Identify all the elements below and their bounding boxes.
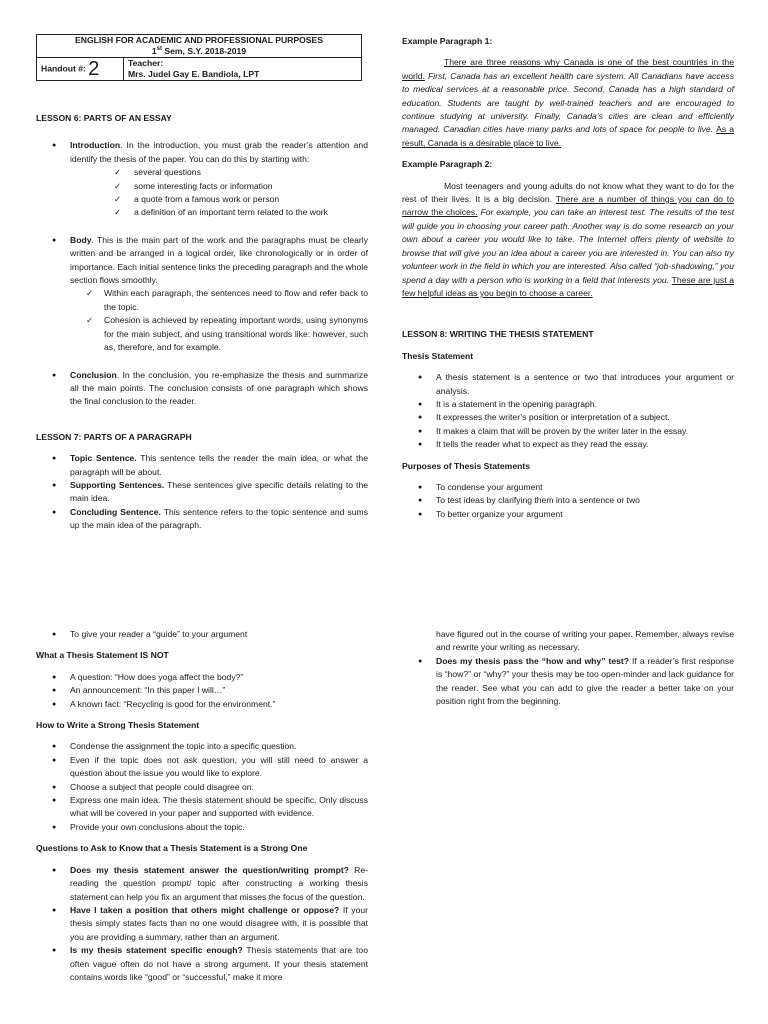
paragraph-parts-list <box>36 452 368 532</box>
list-item <box>36 904 368 944</box>
list-item <box>36 479 368 506</box>
list-item <box>36 944 368 984</box>
lesson7-heading: LESSON 7: PARTS OF A PARAGRAPH <box>36 431 192 442</box>
check-item: ✓ a quote from a famous work or person <box>36 193 368 206</box>
check-item: ✓ several questions <box>36 166 368 179</box>
list-item <box>402 655 734 709</box>
handout-number: 2 <box>88 58 100 80</box>
example1-paragraph <box>402 56 734 150</box>
example2-heading: Example Paragraph 2: <box>402 159 493 170</box>
intro-term: Introduction <box>70 140 121 151</box>
list-item: ● A thesis statement is a sentence or two that introduces your argument or analysis. <box>402 371 734 398</box>
handout-label: Handout #: <box>41 63 86 74</box>
list-item: ● Provide your own conclusions about the topic. <box>36 821 368 834</box>
list-item <box>36 369 368 409</box>
lesson6-heading: LESSON 6: PARTS OF AN ESSAY <box>36 113 172 123</box>
example1-heading: Example Paragraph 1: <box>402 36 493 46</box>
question-text: If a reader’s first response is “how?” or “why?” your thesis may be too open-minder and lack guidance for the reader. See what you can add to give the reader a better take on your position right from the beginning. <box>436 655 734 707</box>
page1-right-column <box>402 35 734 521</box>
example1-conclusion: As a result, Canada is a desirable place to live. <box>402 124 735 148</box>
list-item <box>36 234 368 288</box>
teacher-cell <box>124 58 362 81</box>
example1-topic: There are three reasons why Canada is one of the best countries in the world. <box>402 57 734 81</box>
question-term: Does my thesis pass the “how and why” test? <box>436 655 630 666</box>
how-heading: How to Write a Strong Thesis Statement <box>36 720 200 731</box>
list-item: ● To test ideas by clarifying them into a sentence or two <box>402 494 734 507</box>
example2-body: For example, you can take an interest test. The results of the test will guide you in choosing your career path. Another way is do some research on your own about a career you would like to take. The Internet offers plenty of website to browse that will give you an idea about a career you are interested in. You can also try volunteer work in the field in which you are interested. Also called “job-shadowing,” you spend a day with a person who is working in a field that interests you. <box>402 207 735 285</box>
list-item: ● To give your reader a “guide” to your argument <box>36 628 368 641</box>
check-item: ✓ some interesting facts or information <box>36 180 368 193</box>
teacher-name: Mrs. Judel Gay E. Bandiola, LPT <box>128 69 260 79</box>
how-list <box>36 740 368 834</box>
list-item: ● Even if the topic does not ask question, you will still need to answer a question about the issue you would like to explore. <box>36 754 368 781</box>
intro-text: . In the introduction, you must grab the reader’s attention and identify the thesis of the paper. You can do this by starting with: <box>70 140 368 164</box>
not-heading: What a Thesis Statement IS NOT <box>36 650 169 661</box>
questions-list <box>36 864 368 985</box>
example1-body: First, Canada has an excellent health care system. All Canadians have access to medical services at a reasonable price. Second, Canada has a high standard of education. Students are taught by well-trained teachers and are encouraged to continue studying at university. Finally, Canada’s cities are clean and efficiently managed. Canadian cities have many parks and lots of space for people to live. <box>402 70 734 135</box>
item-text: These sentences give specific details relating to the main idea. <box>70 479 368 504</box>
semester-line <box>41 46 357 57</box>
thesis-list <box>402 371 734 451</box>
item-text: This sentence refers to the topic sentence and sums up the main idea of the paragraph. <box>70 506 368 531</box>
lesson8-heading: LESSON 8: WRITING THE THESIS STATEMENT <box>402 329 594 340</box>
questions-list-continued <box>402 655 734 709</box>
purposes-list-continued <box>36 628 368 641</box>
question-term: Is my thesis statement specific enough? <box>70 945 243 956</box>
item-term: Concluding Sentence. <box>70 506 161 517</box>
check-item: ✓ Within each paragraph, the sentences need to flow and refer back to the topic. <box>36 287 368 314</box>
question-text: If your thesis simply states facts than no one would disagree with, it is possible that you are providing a summary, rather than an argument. <box>70 904 368 942</box>
sem-year: Sem, S.Y. 2018-2019 <box>162 46 247 56</box>
list-item <box>36 864 368 904</box>
list-item: ● It is a statement in the opening paragraph. <box>402 398 734 411</box>
list-item: ● An announcement: “In this paper I will…” <box>36 684 368 697</box>
sem-suffix: st <box>156 46 163 53</box>
question-term: Does my thesis statement answer the question/writing prompt? <box>70 864 349 875</box>
list-item <box>36 452 368 479</box>
example2-conclusion: These are just a few helpful ideas as you begin to choose a career. <box>402 274 734 298</box>
intro-checklist <box>36 166 368 220</box>
not-list <box>36 671 368 711</box>
item-text: This sentence tells the reader the main idea, or what the paragraph will be about. <box>70 453 368 477</box>
question-continued-text: have figured out in the course of writing your paper. Remember, always revise and rewrite your writing as necessary. <box>436 629 734 653</box>
question-term: Have I taken a position that others might challenge or oppose? <box>70 904 340 915</box>
list-item <box>36 506 368 533</box>
list-item: ● To condense your argument <box>402 481 734 494</box>
questions-heading: Questions to Ask to Know that a Thesis Statement is a Strong One <box>36 843 308 854</box>
page1-left-column <box>36 112 368 533</box>
page2-left-column <box>36 628 368 984</box>
purposes-list <box>402 481 734 521</box>
list-item: ● A question: “How does yoga affect the body?” <box>36 671 368 684</box>
check-item: ✓ a definition of an important term related to the work <box>36 206 368 219</box>
body-checklist <box>36 287 368 354</box>
question-text: Re-reading the question prompt/ topic after constructing a working thesis statement can help you fix an argument that misses the focus of the question. <box>70 864 368 902</box>
list-item: ● It makes a claim that will be proven by the writer later in the essay. <box>402 425 734 438</box>
list-item: ● Choose a subject that people could disagree on. <box>36 781 368 794</box>
page2-right-column <box>402 628 734 708</box>
essay-parts-list-3 <box>36 369 368 409</box>
item-term: Topic Sentence. <box>70 453 137 464</box>
teacher-label: Teacher: <box>128 58 164 68</box>
example2-paragraph <box>402 180 734 301</box>
handout-header <box>36 34 362 81</box>
thesis-subheading: Thesis Statement <box>402 350 474 361</box>
list-item: ● It expresses the writer’s position or interpretation of a subject. <box>402 411 734 424</box>
example2-lead: Most teenagers and young adults do not know what they want to do for the rest of their lives. It is a big decision. <box>402 180 734 205</box>
check-item: ✓ Cohesion is achieved by repeating important words, using synonyms for the main subject, and using transitional words like: however, such as, therefore, and for example. <box>36 314 368 354</box>
example2-topic: There are a number of things you can do to narrow the choices. <box>402 194 734 218</box>
course-title: ENGLISH FOR ACADEMIC AND PROFESSIONAL PURPOSES <box>75 35 323 45</box>
item-term: Supporting Sentences. <box>70 479 165 490</box>
purposes-subheading: Purposes of Thesis Statements <box>402 460 530 471</box>
list-item: ● To better organize your argument <box>402 508 734 521</box>
list-item: ● Condense the assignment the topic into a specific question. <box>36 740 368 753</box>
handout-cell <box>37 58 124 81</box>
body-term: Body <box>70 234 92 245</box>
list-item <box>36 139 368 166</box>
list-item: ● A known fact: “Recycling is good for the environment.” <box>36 698 368 711</box>
list-item: ● It tells the reader what to expect as they read the essay. <box>402 438 734 451</box>
sem-number: 1 <box>151 46 157 56</box>
essay-parts-list <box>36 139 368 166</box>
conclusion-term: Conclusion <box>70 369 117 380</box>
essay-parts-list-2 <box>36 234 368 288</box>
course-title-cell <box>37 35 362 58</box>
question-text: Thesis statements that are too often vague often do not have a strong argument. If your thesis statement contains words like “good” or “successful,” make it more <box>70 945 368 982</box>
body-text: . This is the main part of the work and the paragraphs must be clearly written and be arranged in a logical order, like chronologically or in order of importance. Each initial sentence links the preceding paragraph and the whole section flows smoothly. <box>70 234 368 286</box>
conclusion-text: . In the conclusion, you re-emphasize the thesis and summarize all the main points. The conclusion consists of one paragraph which shows the final conclusion to the reader. <box>70 369 368 407</box>
list-item: ● Express one main idea. The thesis statement should be specific. Only discuss what will be covered in your paper and supported with evidence. <box>36 794 368 821</box>
